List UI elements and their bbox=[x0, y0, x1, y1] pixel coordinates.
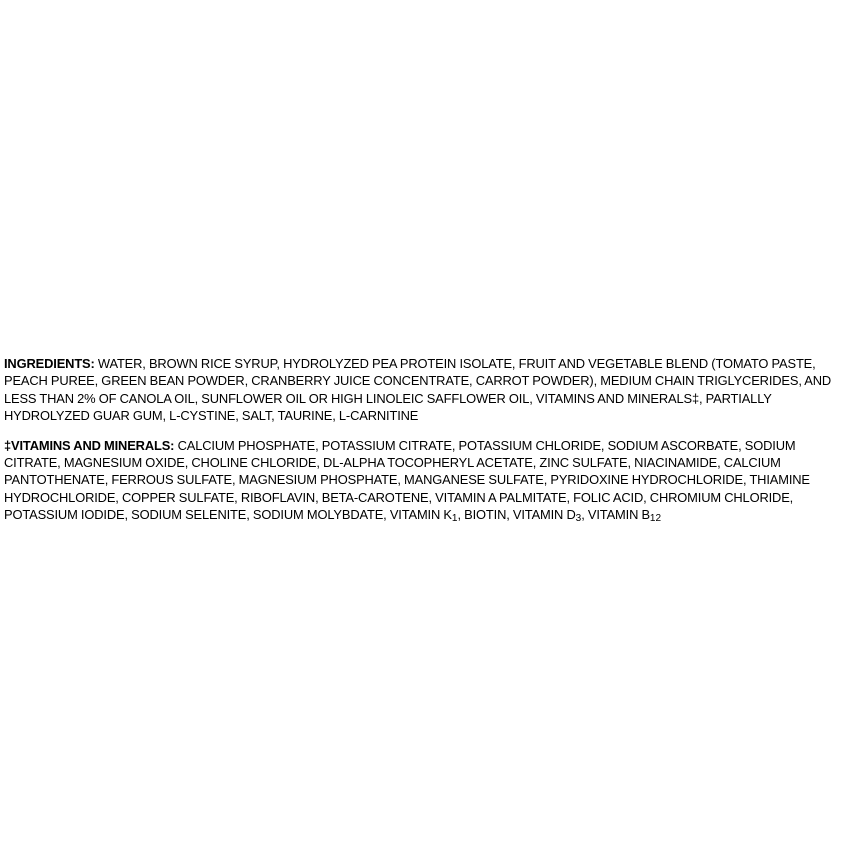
ingredients-paragraph bbox=[4, 355, 843, 424]
vitamins-minerals-paragraph bbox=[4, 437, 843, 527]
double-dagger-symbol: ‡ bbox=[4, 438, 12, 453]
vitamin-k-subscript: 1 bbox=[451, 513, 458, 525]
vitamin-d-subscript: 3 bbox=[575, 513, 582, 525]
ingredients-text: WATER, BROWN RICE SYRUP, HYDROLYZED PEA PROTEIN ISOLATE, FRUIT AND VEGETABLE BLEND (TOMATO PASTE, PEACH PUREE, GREEN BEAN POWDER, CRANBERRY JUICE CONCENTRATE, CARROT POWDER), MEDIUM CHAIN TRIGLYCERIDES, AND LESS THAN 2% OF CANOLA OIL, SUNFLOWER OIL OR HIGH LINOLEIC SAFFLOWER OIL, VITAMINS AND MINERALS‡, PARTIALLY HYDROLYZED GUAR GUM, L-CYSTINE, SALT, TAURINE, L-CARNITINE bbox=[4, 356, 832, 423]
vitamins-minerals-text-part1: CALCIUM PHOSPHATE, POTASSIUM CITRATE, POTASSIUM CHLORIDE, SODIUM ASCORBATE, SODIUM CITRATE, MAGNESIUM OXIDE, CHOLINE CHLORIDE, DL-ALPHA TOCOPHERYL ACETATE, ZINC SULFATE, NIACINAMIDE, CALCIUM PANTOTHENATE, FERROUS SULFATE, MAGNESIUM PHOSPHATE, MANGANESE SULFATE, PYRIDOXINE HYDROCHLORIDE, THIAMINE HYDROCHLORIDE, COPPER SULFATE, RIBOFLAVIN, BETA-CAROTENE, VITAMIN A PALMITATE, FOLIC ACID, CHROMIUM CHLORIDE, POTASSIUM IODIDE, SODIUM SELENITE, SODIUM MOLYBDATE, VITAMIN K bbox=[4, 438, 810, 522]
vitamins-minerals-text-part3: , VITAMIN B bbox=[581, 506, 650, 522]
vitamin-b-subscript: 12 bbox=[649, 513, 662, 525]
vitamins-minerals-text-part2: , BIOTIN, VITAMIN D bbox=[457, 506, 576, 522]
vitamins-minerals-heading: VITAMINS AND MINERALS: bbox=[11, 438, 175, 453]
ingredients-heading: INGREDIENTS: bbox=[4, 356, 95, 372]
ingredients-panel bbox=[0, 342, 860, 540]
